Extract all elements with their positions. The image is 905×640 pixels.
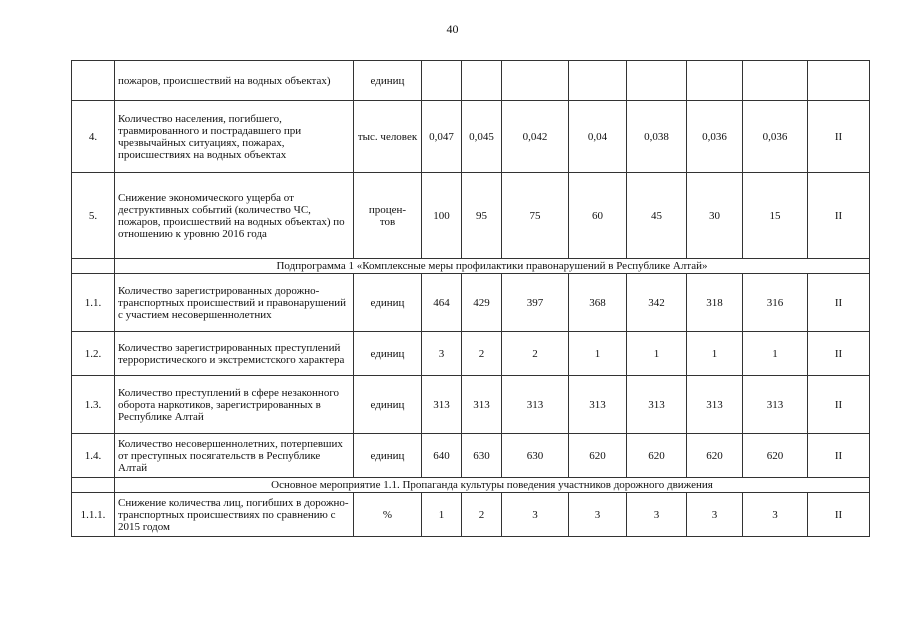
indicator-value: 0,047 xyxy=(422,101,462,173)
unit-of-measure: % xyxy=(354,493,422,537)
indicator-category: II xyxy=(808,101,870,173)
row-number: 1.3. xyxy=(72,376,115,434)
indicator-category: II xyxy=(808,274,870,332)
indicator-value: 630 xyxy=(462,434,502,478)
indicator-value: 313 xyxy=(687,376,743,434)
indicator-value: 464 xyxy=(422,274,462,332)
unit-of-measure: процен- тов xyxy=(354,173,422,259)
indicator-value: 0,036 xyxy=(687,101,743,173)
indicator-name: Количество несовершеннолетних, потерпевших от преступных посягательств в Республике Алтай xyxy=(115,434,354,478)
indicator-value: 30 xyxy=(687,173,743,259)
indicator-value: 3 xyxy=(569,493,627,537)
indicator-category: II xyxy=(808,493,870,537)
indicator-value: 620 xyxy=(743,434,808,478)
unit-of-measure: единиц xyxy=(354,434,422,478)
indicator-value: 313 xyxy=(569,376,627,434)
unit-of-measure: единиц xyxy=(354,61,422,101)
indicator-name: Количество зарегистрированных дорожно-транспортных происшествий и правонарушений с участием несовершеннолетних xyxy=(115,274,354,332)
indicator-value: 2 xyxy=(462,332,502,376)
indicator-value: 630 xyxy=(502,434,569,478)
indicator-value: 313 xyxy=(627,376,687,434)
indicator-value: 0,042 xyxy=(502,101,569,173)
indicator-value: 3 xyxy=(627,493,687,537)
row-number: 5. xyxy=(72,173,115,259)
indicator-value xyxy=(627,61,687,101)
indicator-value: 0,04 xyxy=(569,101,627,173)
indicator-value: 1 xyxy=(627,332,687,376)
indicator-value: 2 xyxy=(462,493,502,537)
table-row xyxy=(72,274,870,332)
indicator-value: 342 xyxy=(627,274,687,332)
indicator-value: 1 xyxy=(569,332,627,376)
indicator-category xyxy=(808,61,870,101)
row-number: 1.2. xyxy=(72,332,115,376)
indicator-value: 640 xyxy=(422,434,462,478)
indicator-category: II xyxy=(808,173,870,259)
indicator-value: 313 xyxy=(502,376,569,434)
indicator-value: 15 xyxy=(743,173,808,259)
table-row xyxy=(72,493,870,537)
indicator-value: 1 xyxy=(422,493,462,537)
unit-of-measure: единиц xyxy=(354,332,422,376)
indicator-value: 3 xyxy=(687,493,743,537)
indicator-name: Количество преступлений в сфере незаконного оборота наркотиков, зарегистрированных в Республике Алтай xyxy=(115,376,354,434)
indicator-value xyxy=(687,61,743,101)
indicator-category: II xyxy=(808,434,870,478)
table-row xyxy=(72,434,870,478)
empty-num-cell xyxy=(72,259,115,274)
indicator-value: 313 xyxy=(422,376,462,434)
table-row xyxy=(72,332,870,376)
indicator-value: 45 xyxy=(627,173,687,259)
indicator-name: Количество населения, погибшего, травмированного и пострадавшего при чрезвычайных ситуациях, пожарах, происшествиях на водных объектах xyxy=(115,101,354,173)
indicator-value: 3 xyxy=(743,493,808,537)
indicator-value: 0,038 xyxy=(627,101,687,173)
section-heading: Основное мероприятие 1.1. Пропаганда культуры поведения участников дорожного движения xyxy=(115,478,870,493)
indicator-value: 313 xyxy=(743,376,808,434)
indicator-value: 620 xyxy=(569,434,627,478)
unit-of-measure: единиц xyxy=(354,274,422,332)
section-heading-row xyxy=(72,478,870,493)
table-row xyxy=(72,61,870,101)
indicator-category: II xyxy=(808,376,870,434)
table-row xyxy=(72,173,870,259)
row-number xyxy=(72,61,115,101)
indicator-value: 3 xyxy=(502,493,569,537)
indicator-name: Количество зарегистрированных преступлений террористического и экстремистского характера xyxy=(115,332,354,376)
indicator-value: 429 xyxy=(462,274,502,332)
indicator-category: II xyxy=(808,332,870,376)
indicator-value: 95 xyxy=(462,173,502,259)
indicator-value: 2 xyxy=(502,332,569,376)
row-number: 1.1. xyxy=(72,274,115,332)
indicator-value xyxy=(569,61,627,101)
empty-num-cell xyxy=(72,478,115,493)
indicator-value: 316 xyxy=(743,274,808,332)
indicator-value: 0,036 xyxy=(743,101,808,173)
section-heading: Подпрограмма 1 «Комплексные меры профилактики правонарушений в Республике Алтай» xyxy=(115,259,870,274)
indicator-value: 313 xyxy=(462,376,502,434)
indicator-value: 1 xyxy=(687,332,743,376)
indicator-name: пожаров, происшествий на водных объектах) xyxy=(115,61,354,101)
table-row xyxy=(72,101,870,173)
indicator-value xyxy=(502,61,569,101)
table-row xyxy=(72,376,870,434)
indicator-value: 100 xyxy=(422,173,462,259)
unit-of-measure: тыс. человек xyxy=(354,101,422,173)
row-number: 4. xyxy=(72,101,115,173)
indicator-value: 75 xyxy=(502,173,569,259)
indicator-name: Снижение количества лиц, погибших в дорожно-транспортных происшествиях по сравнению с 2015 годом xyxy=(115,493,354,537)
indicator-value: 620 xyxy=(687,434,743,478)
indicator-value: 397 xyxy=(502,274,569,332)
indicator-value xyxy=(422,61,462,101)
unit-of-measure: единиц xyxy=(354,376,422,434)
indicator-name: Снижение экономического ущерба от деструктивных событий (количество ЧС, пожаров, происшествий на водных объектах) по отношению к уровню 2016 года xyxy=(115,173,354,259)
row-number: 1.4. xyxy=(72,434,115,478)
indicators-table xyxy=(71,60,870,537)
indicator-value: 3 xyxy=(422,332,462,376)
indicator-value: 620 xyxy=(627,434,687,478)
indicator-value: 60 xyxy=(569,173,627,259)
section-heading-row xyxy=(72,259,870,274)
indicator-value: 368 xyxy=(569,274,627,332)
indicator-value: 1 xyxy=(743,332,808,376)
page-number: 40 xyxy=(446,22,459,36)
row-number: 1.1.1. xyxy=(72,493,115,537)
indicator-value xyxy=(462,61,502,101)
indicator-value xyxy=(743,61,808,101)
indicator-value: 0,045 xyxy=(462,101,502,173)
indicator-value: 318 xyxy=(687,274,743,332)
